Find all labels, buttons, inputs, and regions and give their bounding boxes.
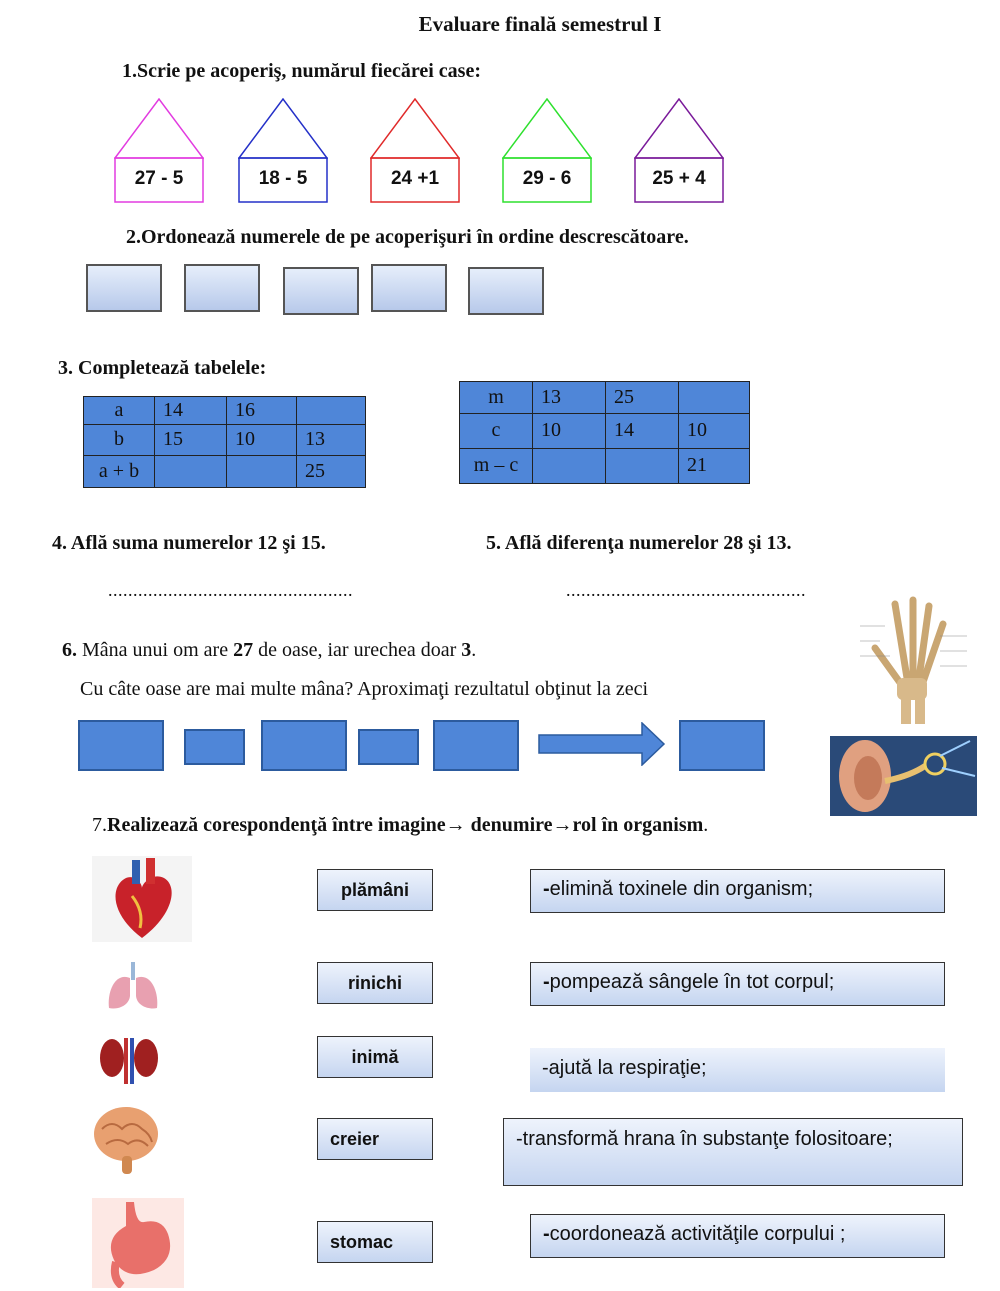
table-cell: 13 [533,382,606,414]
hand-skeleton-image [855,596,970,726]
q6-box-2[interactable] [261,720,347,771]
table-cell: a + b [84,455,155,487]
question-6 [62,639,476,662]
question-6-value: 3 [461,639,472,661]
question-7 [92,814,708,837]
role-text: pompează sângele în tot corpul; [549,971,835,993]
house-2-label: 18 - 5 [258,168,308,189]
role-text: -transformă hrana în substanţe folositoare; [516,1128,893,1150]
table-cell: 25 [606,382,679,414]
table-cell: 10 [679,414,750,448]
table-input-cell[interactable] [297,397,366,425]
arrow-icon: → [552,814,573,836]
question-7-text: denumire [465,814,553,836]
table-cell: 16 [227,397,297,425]
table-a-b [83,396,366,488]
answer-line-4[interactable]: ................................................. [108,580,353,600]
question-6-text: . [471,639,477,661]
table-cell: 21 [679,448,750,483]
arrow-right-icon [538,722,666,766]
question-7-number: 7. [92,814,107,836]
kidneys-image[interactable] [98,1036,160,1084]
organ-name-heart[interactable]: inimă [317,1036,433,1078]
table-cell: 10 [227,425,297,455]
lungs-image[interactable] [105,962,161,1012]
question-3: 3. Completează tabelele: [58,357,267,379]
table-cell: 25 [297,455,366,487]
house-5-label: 25 + 4 [652,168,706,189]
table-cell: m [460,382,533,414]
q6-operator-box-1[interactable] [184,729,245,765]
table-input-cell[interactable] [155,455,227,487]
role-text: coordonează activităţile corpului ; [549,1223,846,1245]
order-box-4[interactable] [371,264,447,312]
table-cell: 15 [155,425,227,455]
role-text: elimină toxinele din organism; [549,878,814,900]
stomach-image[interactable] [92,1198,184,1288]
order-box-3[interactable] [283,267,359,315]
table-cell: 13 [297,425,366,455]
organ-name-kidneys[interactable]: rinichi [317,962,433,1004]
role-coordinate-activities[interactable] [530,1214,945,1258]
question-7-text: . [703,814,709,836]
q6-box-1[interactable] [78,720,164,771]
brain-image[interactable] [92,1104,160,1176]
question-1: 1.Scrie pe acoperiş, numărul fiecărei case: [122,60,481,82]
table-cell: b [84,425,155,455]
organ-name-lungs[interactable]: plămâni [317,869,433,911]
table-input-cell[interactable] [227,455,297,487]
question-5: 5. Află diferenţa numerelor 28 şi 13. [486,532,792,554]
q6-box-3[interactable] [433,720,519,771]
table-input-cell[interactable] [679,382,750,414]
role-digest-food[interactable] [503,1118,963,1186]
house-3-label: 24 +1 [390,168,440,189]
house-2 [238,98,328,204]
organ-name-brain[interactable]: creier [317,1118,433,1160]
table-cell: a [84,397,155,425]
question-6-line2: Cu câte oase are mai multe mâna? Aproximaţi rezultatul obţinut la zeci [80,678,649,700]
question-6-number: 6. [62,639,77,661]
question-6-text: Mâna unui om are [77,639,234,661]
table-cell: m – c [460,448,533,483]
table-input-cell[interactable] [606,448,679,483]
question-7-text: rol în organism [572,814,704,836]
question-7-text: Realizează corespondenţă între imagine [107,814,446,836]
order-box-1[interactable] [86,264,162,312]
order-box-5[interactable] [468,267,544,315]
question-2: 2.Ordonează numerele de pe acoperişuri în ordine descrescătoare. [126,226,689,248]
table-cell: 14 [155,397,227,425]
table-m-c [459,381,750,484]
role-dash: - [543,878,550,900]
ear-image [830,736,977,816]
role-text: -ajută la respiraţie; [542,1057,707,1079]
organ-name-stomach[interactable]: stomac [317,1221,433,1263]
role-eliminate-toxins[interactable] [530,869,945,913]
arrow-icon: → [445,814,466,836]
order-box-2[interactable] [184,264,260,312]
house-4 [502,98,592,204]
role-pump-blood[interactable] [530,962,945,1006]
house-5 [634,98,724,204]
table-input-cell[interactable] [533,448,606,483]
q6-result-box[interactable] [679,720,765,771]
house-3 [370,98,460,204]
answer-line-5[interactable]: ................................................ [566,580,806,600]
house-4-label: 29 - 6 [522,168,572,189]
q6-operator-box-2[interactable] [358,729,419,765]
role-breathing[interactable] [530,1048,945,1092]
question-6-value: 27 [233,639,254,661]
role-dash: - [543,1223,550,1245]
question-6-text: de oase, iar urechea doar [253,639,462,661]
question-4: 4. Află suma numerelor 12 şi 15. [52,532,326,554]
heart-image[interactable] [92,856,192,942]
house-1 [114,98,204,204]
house-1-label: 27 - 5 [134,168,184,189]
page-title: Evaluare finală semestrul I [418,12,662,36]
role-dash: - [543,971,550,993]
table-cell: 10 [533,414,606,448]
table-cell: c [460,414,533,448]
table-cell: 14 [606,414,679,448]
